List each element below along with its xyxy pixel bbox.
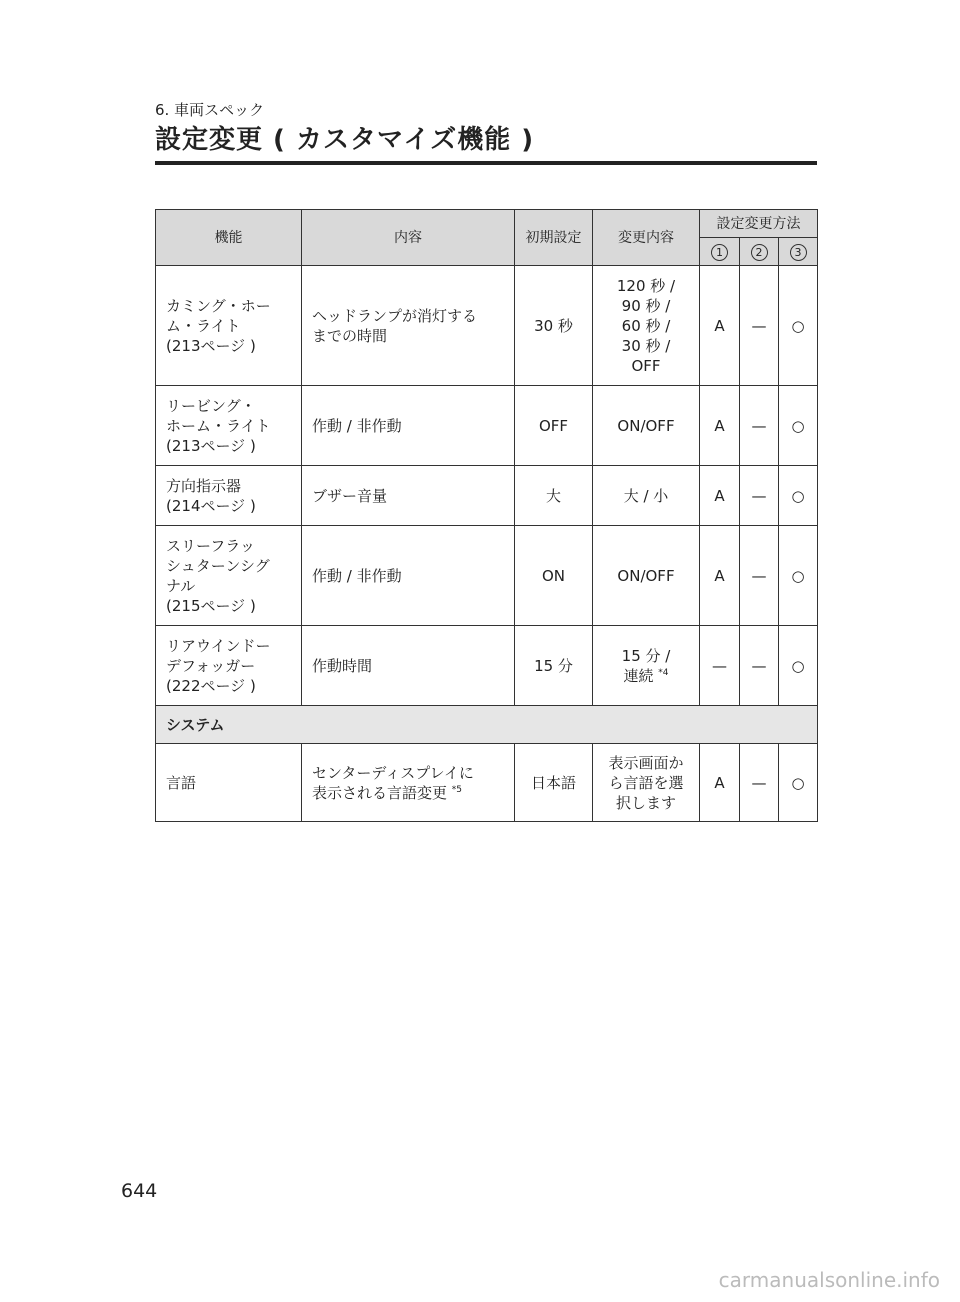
header-method-2: 2 (740, 238, 779, 266)
initial-cell: 15 分 (515, 626, 593, 706)
section-label: 6. 車両スペック (155, 101, 265, 119)
method-3-cell: ○ (779, 266, 818, 386)
method-2-cell: — (740, 526, 779, 626)
watermark: carmanualsonline.info (718, 1268, 940, 1292)
method-2-cell: — (740, 626, 779, 706)
change-cell: ON/OFF (593, 386, 700, 466)
footnote-marker: *5 (451, 784, 463, 795)
method-3-cell: ○ (779, 744, 818, 822)
customization-table (155, 209, 818, 822)
header-method-3: 3 (779, 238, 818, 266)
header-change: 変更内容 (593, 210, 700, 266)
content-cell: ヘッドランプが消灯する までの時間 (302, 266, 515, 386)
page-number: 644 (121, 1180, 158, 1202)
change-cell: 120 秒 / 90 秒 / 60 秒 / 30 秒 / OFF (593, 266, 700, 386)
content-cell: ブザー音量 (302, 466, 515, 526)
section-row (156, 706, 818, 744)
header-method: 設定変更方法 (700, 210, 818, 238)
content-cell: 作動 / 非作動 (302, 526, 515, 626)
header-function: 機能 (156, 210, 302, 266)
table-row (156, 526, 818, 626)
initial-cell: OFF (515, 386, 593, 466)
function-cell: リアウインドー デフォッガー (222ページ ) (156, 626, 302, 706)
content-cell: 作動 / 非作動 (302, 386, 515, 466)
function-cell: スリーフラッ シュターンシグ ナル (215ページ ) (156, 526, 302, 626)
footnote-marker: *4 (658, 667, 669, 678)
function-cell: 方向指示器 (214ページ ) (156, 466, 302, 526)
table-row (156, 744, 818, 822)
change-cell: 大 / 小 (593, 466, 700, 526)
table-row (156, 386, 818, 466)
header-initial: 初期設定 (515, 210, 593, 266)
method-1-cell: A (700, 744, 740, 822)
function-cell: 言語 (156, 744, 302, 822)
change-cell: 表示画面か ら言語を選 択します (593, 744, 700, 822)
method-3-cell: ○ (779, 466, 818, 526)
method-1-cell: A (700, 466, 740, 526)
content-cell: センターディスプレイに 表示される言語変更 $^{*5}$ (302, 744, 515, 822)
method-1-cell: A (700, 266, 740, 386)
section-row-label: システム (156, 706, 818, 744)
function-cell: カミング・ホー ム・ライト (213ページ ) (156, 266, 302, 386)
method-2-cell: — (740, 744, 779, 822)
change-cell: ON/OFF (593, 526, 700, 626)
method-1-cell: — (700, 626, 740, 706)
method-2-cell: — (740, 266, 779, 386)
method-3-cell: ○ (779, 526, 818, 626)
header-content: 内容 (302, 210, 515, 266)
title-underline (155, 161, 817, 165)
header-method-1: 1 (700, 238, 740, 266)
initial-cell: ON (515, 526, 593, 626)
page-header (155, 100, 817, 158)
method-3-cell: ○ (779, 626, 818, 706)
initial-cell: 30 秒 (515, 266, 593, 386)
method-2-cell: — (740, 386, 779, 466)
initial-cell: 大 (515, 466, 593, 526)
table-row (156, 626, 818, 706)
initial-cell: 日本語 (515, 744, 593, 822)
method-2-cell: — (740, 466, 779, 526)
function-cell: リービング・ ホーム・ライト (213ページ ) (156, 386, 302, 466)
content-cell: 作動時間 (302, 626, 515, 706)
table-row (156, 266, 818, 386)
method-1-cell: A (700, 386, 740, 466)
table-row (156, 466, 818, 526)
page-title: 設定変更 ( カスタマイズ機能 ) (155, 125, 535, 155)
method-3-cell: ○ (779, 386, 818, 466)
method-1-cell: A (700, 526, 740, 626)
change-cell: 15 分 / 連続 $^{*4}$ (593, 626, 700, 706)
